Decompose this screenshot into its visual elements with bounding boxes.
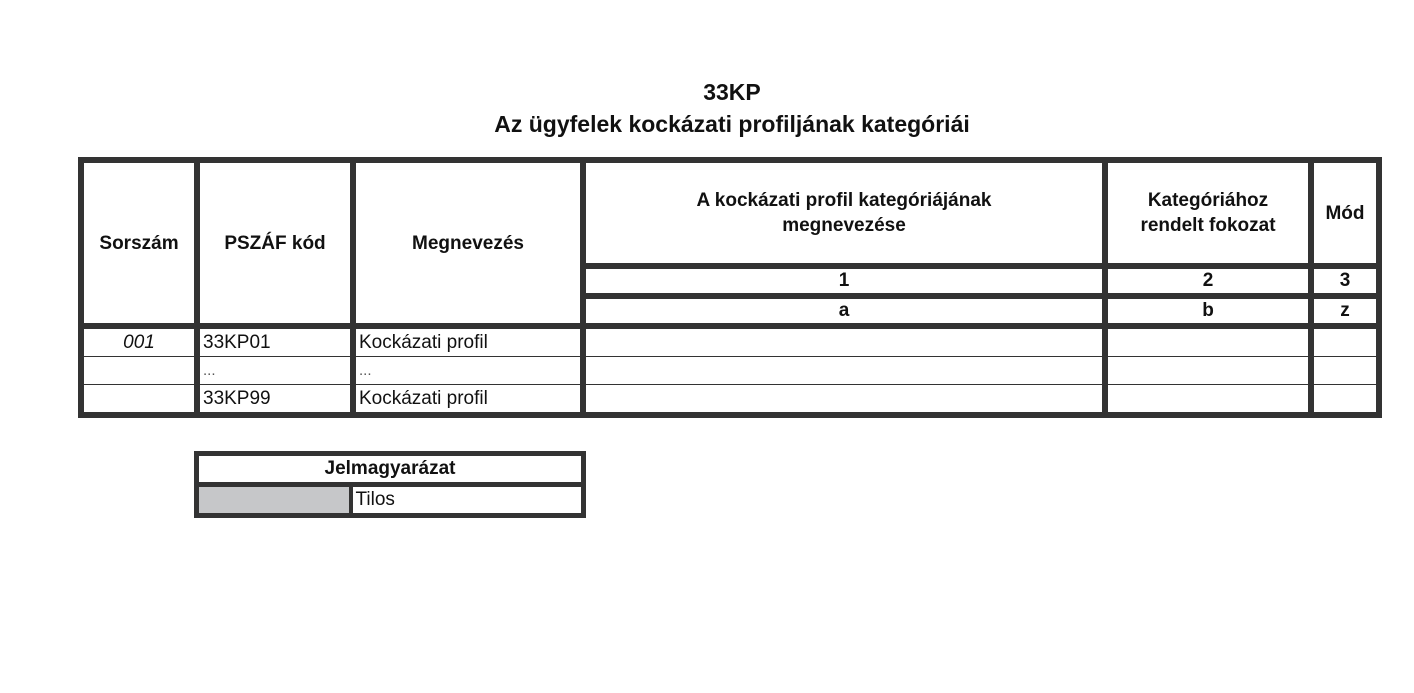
row-cell-a[interactable]: [583, 326, 1105, 357]
row-cell-a[interactable]: [583, 357, 1105, 385]
header-category-name: A kockázati profil kategóriájának megnevezése: [583, 160, 1105, 266]
report-table: [78, 157, 1382, 418]
row-name: Kockázati profil: [353, 326, 583, 357]
column-number-3: 3: [1311, 266, 1379, 296]
row-cell-z[interactable]: [1311, 385, 1379, 416]
row-sorszam: [81, 357, 197, 385]
row-cell-b[interactable]: [1105, 385, 1311, 416]
column-number-1: 1: [583, 266, 1105, 296]
row-cell-a[interactable]: [583, 385, 1105, 416]
row-sorszam: 001: [81, 326, 197, 357]
row-name: Kockázati profil: [353, 385, 583, 416]
row-cell-z[interactable]: [1311, 357, 1379, 385]
form-title: Az ügyfelek kockázati profiljának kategóriái: [494, 111, 970, 137]
column-letter-a: a: [583, 296, 1105, 326]
header-mod: Mód: [1311, 160, 1379, 266]
form-title-block: [0, 76, 1414, 140]
header-megnevezes: Megnevezés: [353, 160, 583, 326]
row-name: ...: [353, 357, 583, 385]
legend-title: Jelmagyarázat: [197, 454, 584, 485]
row-cell-z[interactable]: [1311, 326, 1379, 357]
column-letter-z: z: [1311, 296, 1379, 326]
legend-table: [194, 451, 586, 518]
legend-label-forbidden: Tilos: [351, 485, 584, 516]
table-row: [81, 385, 1379, 416]
header-category-level: Kategóriához rendelt fokozat: [1105, 160, 1311, 266]
header-sorszam: Sorszám: [81, 160, 197, 326]
row-cell-b[interactable]: [1105, 357, 1311, 385]
column-letter-b: b: [1105, 296, 1311, 326]
row-sorszam: [81, 385, 197, 416]
row-cell-b[interactable]: [1105, 326, 1311, 357]
column-number-2: 2: [1105, 266, 1311, 296]
legend-swatch-forbidden: [197, 485, 351, 516]
row-code: 33KP01: [197, 326, 353, 357]
table-row: [81, 357, 1379, 385]
table-row: [81, 326, 1379, 357]
row-code: 33KP99: [197, 385, 353, 416]
form-code: 33KP: [703, 79, 761, 105]
row-code: ...: [197, 357, 353, 385]
header-pszaf-kod: PSZÁF kód: [197, 160, 353, 326]
